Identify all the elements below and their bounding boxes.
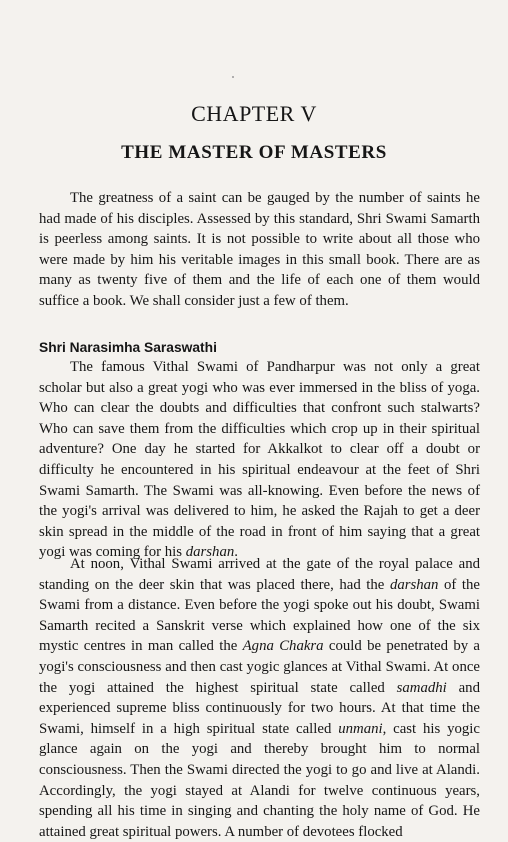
chapter-title: THE MASTER OF MASTERS	[121, 142, 387, 163]
italic-term: samadhi	[396, 679, 447, 696]
text-segment: , cast his yogic glance again on the yogi and thereby brought him to normal consciousness. Then the Swami directed the yogi to go and live at Alandi. Accordingly, the yogi stayed at Alandi for twelve continuous years, spending all his time in singing and chanting the holy name of God. He attained great spiritual powers. A number of devotees flocked	[39, 720, 480, 840]
intro-paragraph-block	[39, 188, 480, 312]
paragraph-noon-arrival-block	[39, 554, 480, 842]
text-segment: could be penetrated by a yogi's consciousness and then cast yogic glances at Vithal Swami. At once the yogi attained the highest spiritual state called	[39, 638, 480, 696]
paragraph-vithal-swami-block	[39, 357, 480, 563]
italic-term: darshan	[185, 544, 235, 561]
italic-term: unmani	[338, 720, 383, 737]
text-segment: At noon, Vithal Swami arrived at the gate of the royal palace and standing on the deer skin that was placed there, had the	[39, 556, 480, 593]
italic-term: darshan	[389, 576, 439, 593]
paragraph-vithal-swami	[39, 357, 480, 563]
chapter-number: CHAPTER V	[191, 101, 317, 126]
text-segment: The famous Vithal Swami of Pandharpur was not only a great scholar but also a great yogi who was ever immersed in the bliss of yoga. Who can clear the doubts and difficulties that confront such stalwarts? Who can save them from the difficulties which crop up in their spiritual adventure? One day he started for Akkalkot to clear off a doubt or difficulty he encountered in his spiritual endeavour at the feet of Shri Swami Samarth. The Swami was all-knowing. Even before the news of the yogi's arrival was delivered to him, he asked the Rajah to get a deer skin spread in the middle of the road in front of him saying that a great yogi was coming for his	[39, 359, 480, 561]
text-segment: .	[234, 544, 238, 561]
section-heading: Shri Narasimha Saraswathi	[39, 340, 217, 355]
italic-term: Agna Chakra	[242, 638, 324, 655]
paragraph-noon-arrival	[39, 554, 480, 842]
text-segment: and experienced supreme bliss continuously for two hours. At that time the Swami, himself in a high spiritual state called	[39, 679, 480, 737]
text-segment: of the Swami from a distance. Even before the yogi spoke out his doubt, Swami Samarth recited a Sanskrit verse which explained how one of the six mystic centres in man called the	[39, 576, 480, 655]
page-mark	[232, 76, 234, 78]
intro-paragraph: The greatness of a saint can be gauged by the number of saints he had made of his disciples. Assessed by this standard, Shri Swami Samarth is peerless among saints. It is not possible to write about all those who were made by him his veritable images in this small book. There are as many as twenty five of them and the life of each one of them would suffice a book. We shall consider just a few of them.	[39, 190, 480, 309]
